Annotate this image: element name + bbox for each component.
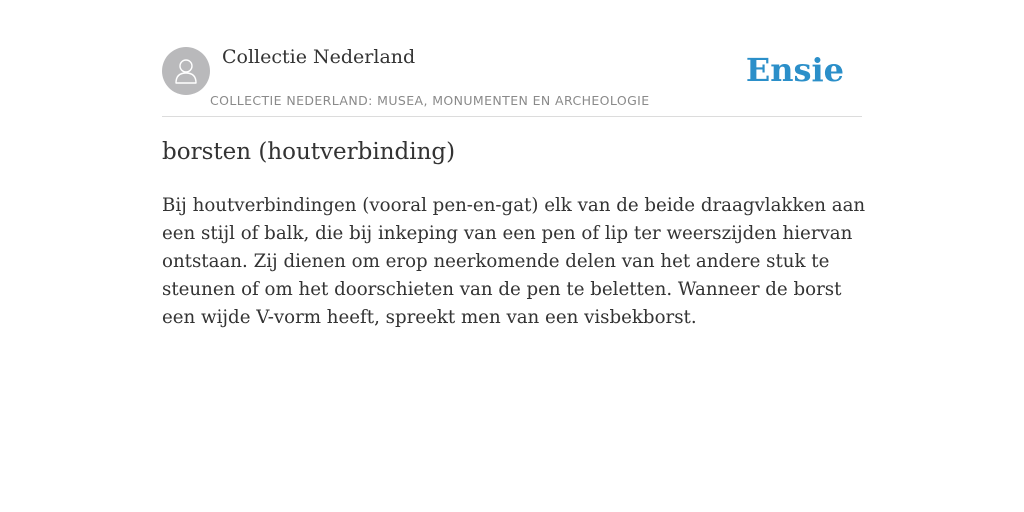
user-placeholder-icon xyxy=(171,56,201,86)
source-label[interactable]: COLLECTIE NEDERLAND: MUSEA, MONUMENTEN EN ARCHEOLOGIE xyxy=(210,93,650,108)
author-name[interactable]: Collectie Nederland xyxy=(222,46,416,68)
entry-body: Bij houtverbindingen (vooral pen-en-gat) elk van de beide draagvlakken aan een stijl of balk, die bij inkeping van een pen of lip ter weerszijden hiervan ontstaan. Zij dienen om erop neerkomende delen van het andere stuk te steunen of om het doorschieten van de pen te beletten. Wanneer de borst een wijde V-vorm heeft, spreekt men van een visbekborst. xyxy=(162,195,866,328)
avatar[interactable] xyxy=(162,47,210,95)
entry-title: borsten (houtverbinding) xyxy=(162,139,456,165)
brand-logo[interactable]: Ensie xyxy=(745,51,844,89)
entry-header xyxy=(162,40,862,117)
